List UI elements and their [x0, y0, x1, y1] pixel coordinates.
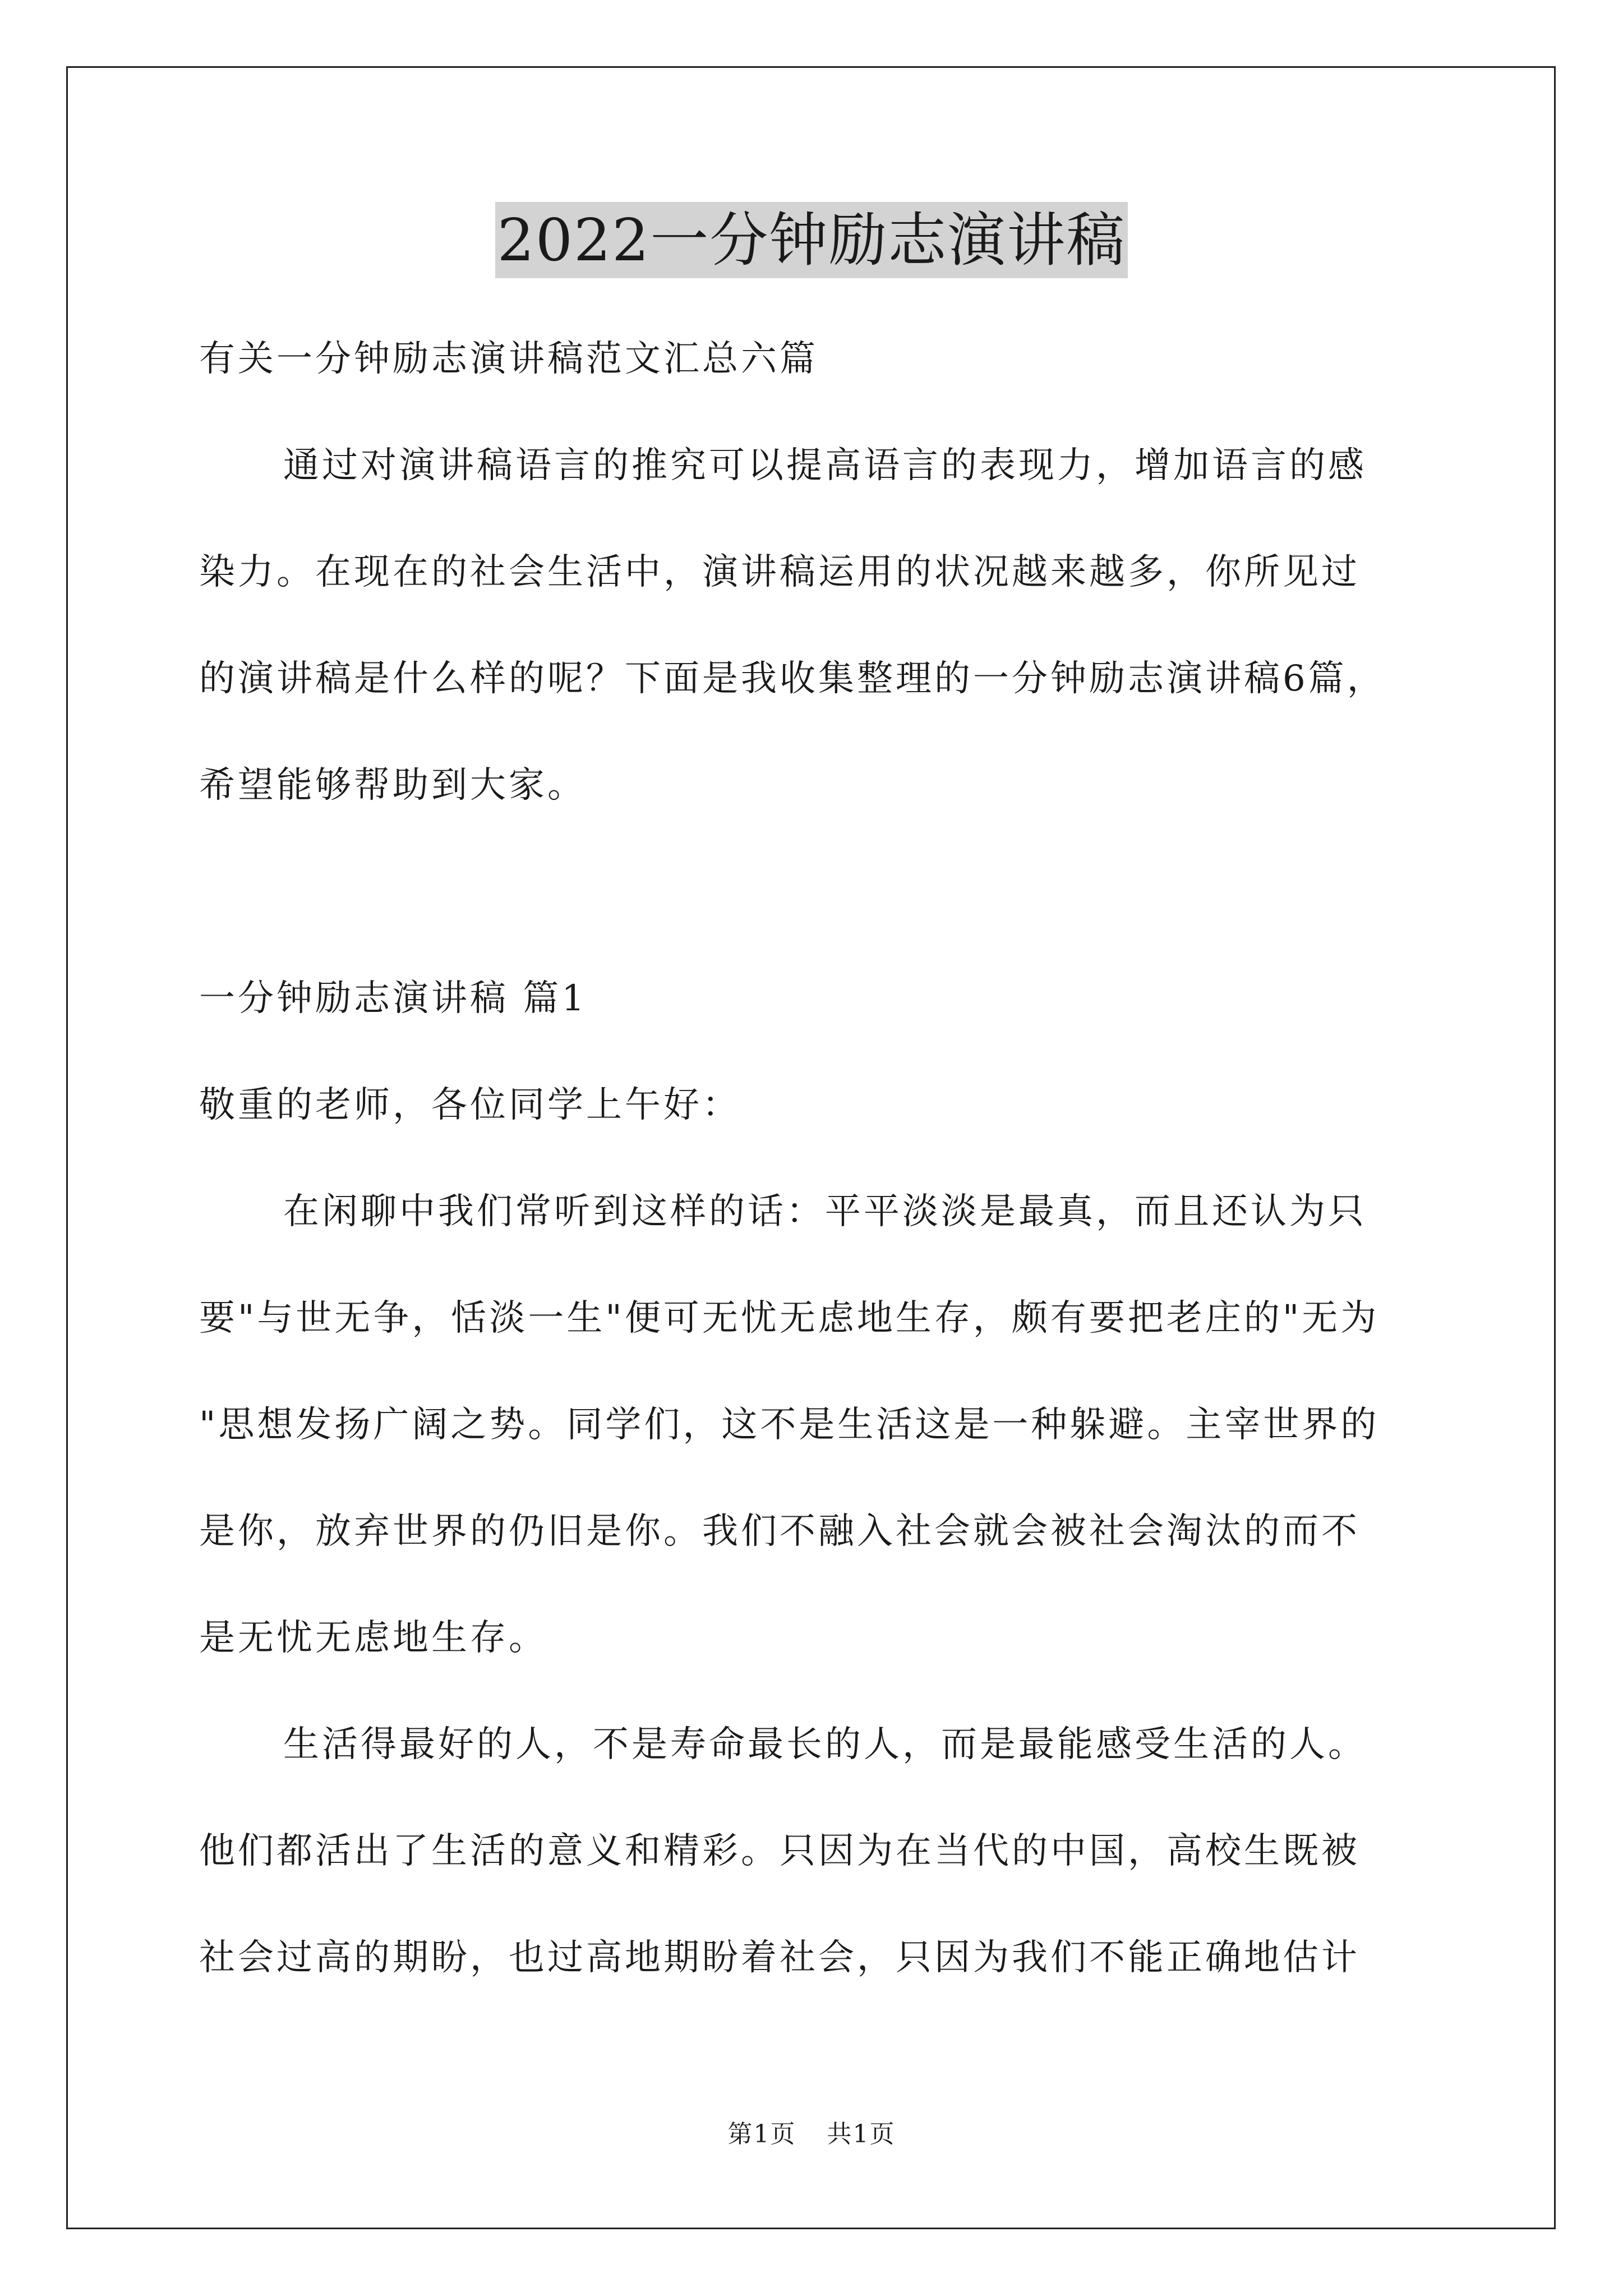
intro-line: 通过对演讲稿语言的推究可以提高语言的表现力，增加语言的感 — [283, 445, 1367, 486]
document-subtitle: 有关一分钟励志演讲稿范文汇总六篇 — [199, 338, 818, 380]
paragraph-line: 在闲聊中我们常听到这样的话：平平淡淡是最真，而且还认为只 — [283, 1191, 1367, 1232]
paragraph-line: 他们都活出了生活的意义和精彩。只因为在当代的中国，高校生既被 — [199, 1830, 1360, 1872]
paragraph-line: "思想发扬广阔之势。同学们，这不是生活这是一种躲避。主宰世界的 — [199, 1404, 1380, 1446]
document-body — [199, 306, 1455, 2011]
paragraph-line: 生活得最好的人，不是寿命最长的人，而是最能感受生活的人。 — [283, 1724, 1367, 1765]
page-number-total: 共1页 — [827, 2120, 896, 2148]
paragraph-line: 是无忧无虑地生存。 — [199, 1617, 547, 1659]
paragraph-gap — [199, 839, 1455, 945]
document-title — [0, 202, 1623, 280]
section-heading: 一分钟励志演讲稿 篇1 — [199, 978, 588, 1019]
intro-line: 的演讲稿是什么样的呢？下面是我收集整理的一分钟励志演讲稿6篇， — [199, 658, 1386, 700]
document-title-text: 2022一分钟励志演讲稿 — [495, 202, 1128, 278]
page-footer — [0, 2118, 1623, 2151]
page-number-current: 第1页 — [727, 2120, 796, 2148]
intro-line: 希望能够帮助到大家。 — [199, 765, 586, 806]
paragraph-line: 社会过高的期盼，也过高地期盼着社会，只因为我们不能正确地估计 — [199, 1937, 1360, 1978]
paragraph-line: 要"与世无争，恬淡一生"便可无忧无虑地生存，颇有要把老庄的"无为 — [199, 1297, 1380, 1339]
paragraph-line: 是你，放弃世界的仍旧是你。我们不融入社会就会被社会淘汰的而不 — [199, 1511, 1360, 1552]
intro-line: 染力。在现在的社会生活中，演讲稿运用的状况越来越多，你所见过 — [199, 551, 1360, 593]
salutation: 敬重的老师，各位同学上午好： — [199, 1084, 741, 1126]
